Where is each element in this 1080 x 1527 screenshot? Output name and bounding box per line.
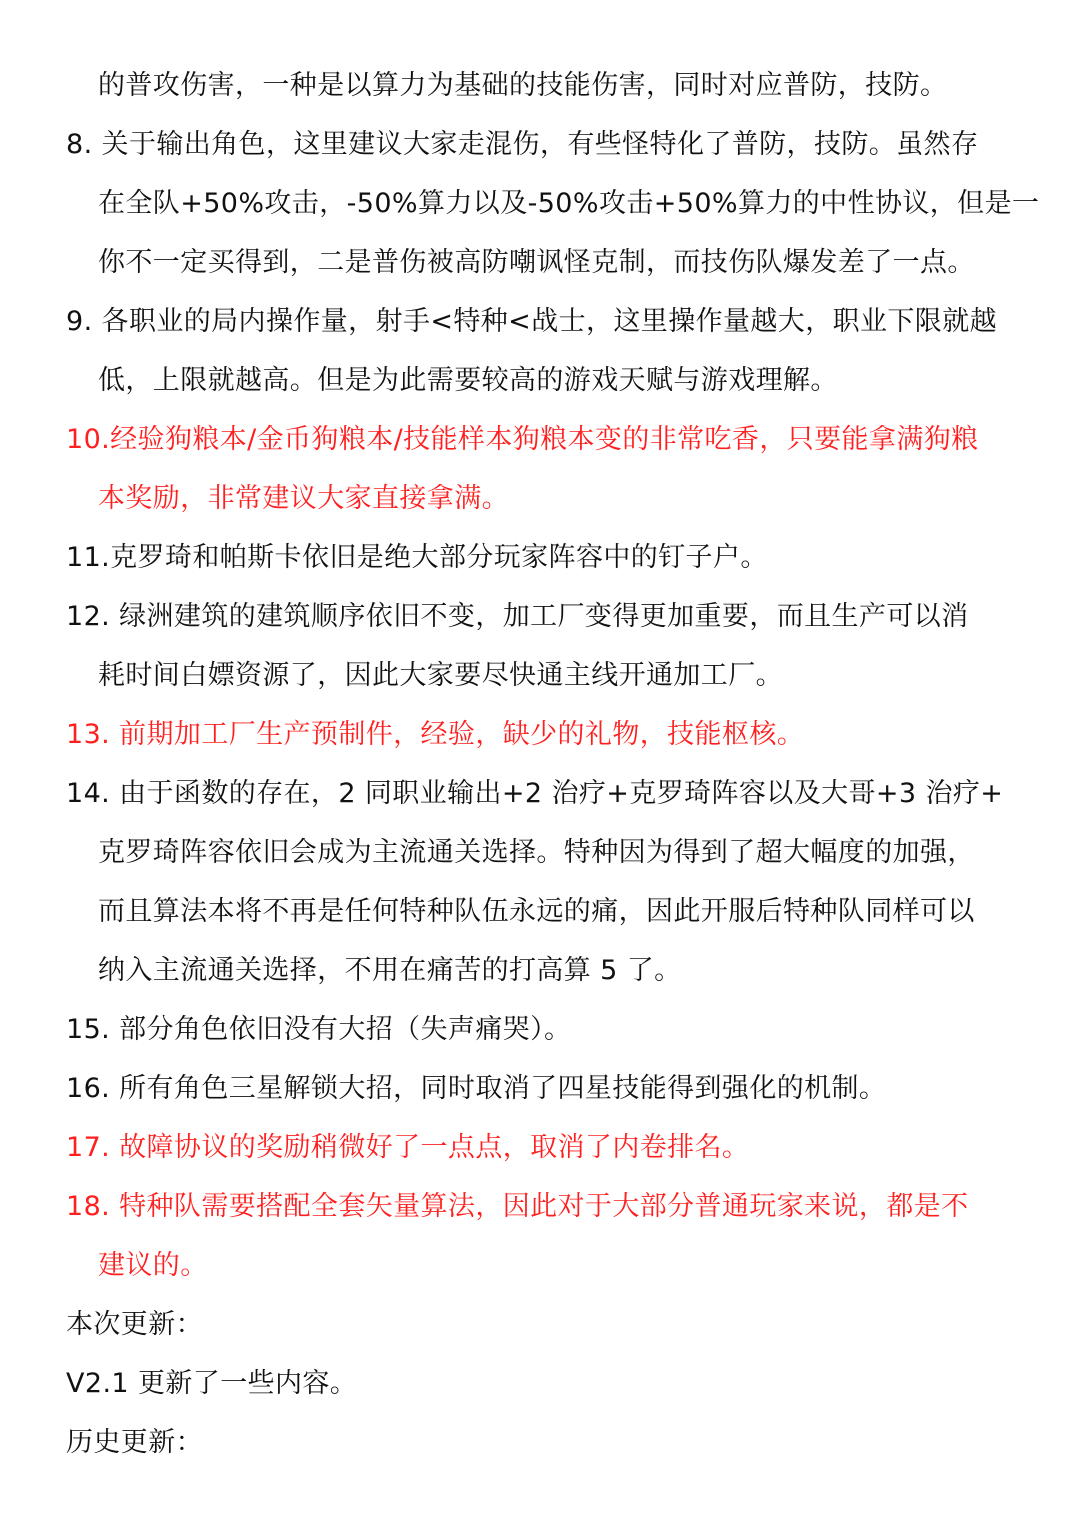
list-item-17: 17. 故障协议的奖励稍微好了一点点，取消了内卷排名。	[66, 1132, 750, 1163]
list-item-13: 13. 前期加工厂生产预制件，经验，缺少的礼物，技能枢核。	[66, 719, 805, 750]
list-item-8: 8. 关于输出角色，这里建议大家走混伤，有些怪特化了普防，技防。虽然存	[66, 129, 979, 160]
section-heading-current-update: 本次更新：	[66, 1309, 203, 1340]
list-item-15: 15. 部分角色依旧没有大招（失声痛哭）。	[66, 1014, 572, 1045]
text-line: 而且算法本将不再是任何特种队伍永远的痛，因此开服后特种队同样可以	[98, 896, 975, 927]
section-heading-history-update: 历史更新：	[66, 1427, 203, 1458]
list-item-11: 11.克罗琦和帕斯卡依旧是绝大部分玩家阵容中的钉子户。	[66, 542, 768, 573]
text-line: 耗时间白嫖资源了，因此大家要尽快通主线开通加工厂。	[98, 660, 783, 691]
list-item-16: 16. 所有角色三星解锁大招，同时取消了四星技能得到强化的机制。	[66, 1073, 887, 1104]
text-line: 低，上限就越高。但是为此需要较高的游戏天赋与游戏理解。	[98, 365, 838, 396]
text-line: 你不一定买得到，二是普伤被高防嘲讽怪克制，而技伤队爆发差了一点。	[98, 247, 975, 278]
text-line: 的普攻伤害，一种是以算力为基础的技能伤害，同时对应普防，技防。	[98, 70, 948, 101]
text-line: 建议的。	[98, 1250, 208, 1281]
text-line: 纳入主流通关选择，不用在痛苦的打高算 5 了。	[98, 955, 682, 986]
list-item-14: 14. 由于函数的存在，2 同职业输出+2 治疗+克罗琦阵容以及大哥+3 治疗+	[66, 778, 1004, 809]
text-line: 本奖励，非常建议大家直接拿满。	[98, 483, 509, 514]
list-item-12: 12. 绿洲建筑的建筑顺序依旧不变，加工厂变得更加重要，而且生产可以消	[66, 601, 969, 632]
list-item-18: 18. 特种队需要搭配全套矢量算法，因此对于大部分普通玩家来说，都是不	[66, 1191, 969, 1222]
list-item-10: 10.经验狗粮本/金币狗粮本/技能样本狗粮本变的非常吃香，只要能拿满狗粮	[66, 424, 979, 455]
list-item-9: 9. 各职业的局内操作量，射手<特种<战士，这里操作量越大，职业下限就越	[66, 306, 997, 337]
update-entry: V2.1 更新了一些内容。	[66, 1368, 358, 1399]
text-line: 克罗琦阵容依旧会成为主流通关选择。特种因为得到了超大幅度的加强，	[98, 837, 975, 868]
text-line: 在全队+50%攻击，-50%算力以及-50%攻击+50%算力的中性协议，但是一	[98, 188, 1040, 219]
